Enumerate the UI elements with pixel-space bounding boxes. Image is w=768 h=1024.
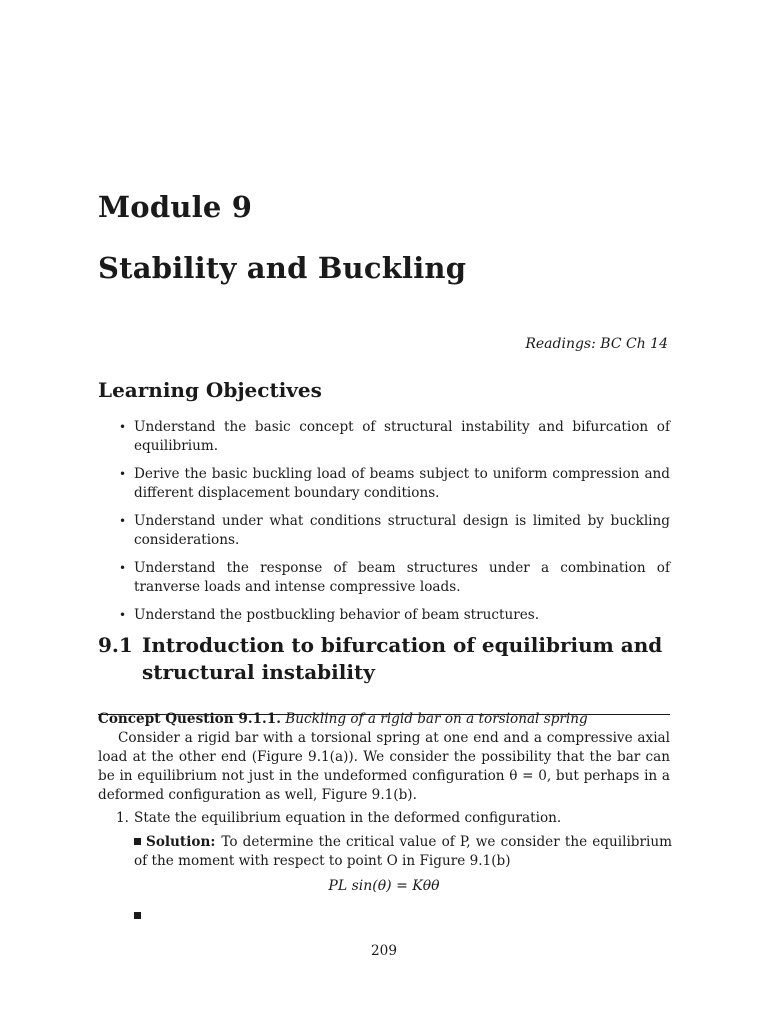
concept-question-paragraph: Consider a rigid bar with a torsional spring at one end and a compressive axial load at the other end (Figure 9.1(a)). We consider the possibility that the bar can be in equilibrium not just in the undeformed configuration θ = 0, but perhaps in a deformed configuration as well, Figure 9.1(b). bbox=[98, 730, 670, 803]
objective-item bbox=[98, 606, 670, 625]
bullet-icon: • bbox=[119, 467, 127, 481]
objective-text: Understand the basic concept of structural instability and bifurcation of equilibrium. bbox=[134, 419, 670, 454]
learning-objectives-list bbox=[98, 418, 670, 634]
question-item-number: 1. bbox=[116, 810, 129, 826]
objective-item bbox=[98, 512, 670, 550]
concept-question-title: Buckling of a rigid bar on a torsional spring bbox=[285, 711, 588, 727]
readings-note: Readings: BC Ch 14 bbox=[525, 336, 668, 352]
objective-item bbox=[98, 465, 670, 503]
learning-objectives-heading: Learning Objectives bbox=[98, 378, 322, 402]
module-title: Stability and Buckling bbox=[98, 251, 467, 285]
objective-item bbox=[98, 418, 670, 456]
question-item-text: State the equilibrium equation in the deformed configuration. bbox=[134, 810, 562, 826]
bullet-icon: • bbox=[119, 514, 127, 528]
objective-text: Understand the postbuckling behavior of beam structures. bbox=[134, 607, 540, 623]
solution-block bbox=[134, 833, 672, 871]
concept-question-label: Concept Question 9.1.1. bbox=[98, 711, 281, 727]
solution-text: To determine the critical value of P, we consider the equilibrium of the moment with respect to point O in Figure 9.1(b) bbox=[134, 834, 672, 869]
objective-item bbox=[98, 559, 670, 597]
solution-square-icon bbox=[134, 838, 141, 845]
concept-question-header bbox=[98, 711, 588, 727]
bullet-icon: • bbox=[119, 420, 127, 434]
page-number: 209 bbox=[371, 943, 397, 959]
end-of-proof-icon bbox=[134, 912, 141, 919]
equilibrium-equation: PL sin(θ) = Kθθ bbox=[328, 878, 440, 894]
solution-label: Solution: bbox=[146, 834, 216, 850]
module-number: Module 9 bbox=[98, 190, 253, 224]
bullet-icon: • bbox=[119, 561, 127, 575]
objective-text: Derive the basic buckling load of beams subject to uniform compression and different displacement boundary conditions. bbox=[134, 466, 670, 501]
objective-text: Understand the response of beam structures under a combination of tranverse loads and intense compressive loads. bbox=[134, 560, 670, 595]
question-item bbox=[116, 810, 561, 826]
objective-text: Understand under what conditions structural design is limited by buckling considerations. bbox=[134, 513, 670, 548]
section-title: Introduction to bifurcation of equilibrium and structural instability bbox=[142, 633, 663, 684]
section-number: 9.1 bbox=[98, 633, 133, 657]
section-heading bbox=[98, 632, 688, 686]
bullet-icon: • bbox=[119, 608, 127, 622]
